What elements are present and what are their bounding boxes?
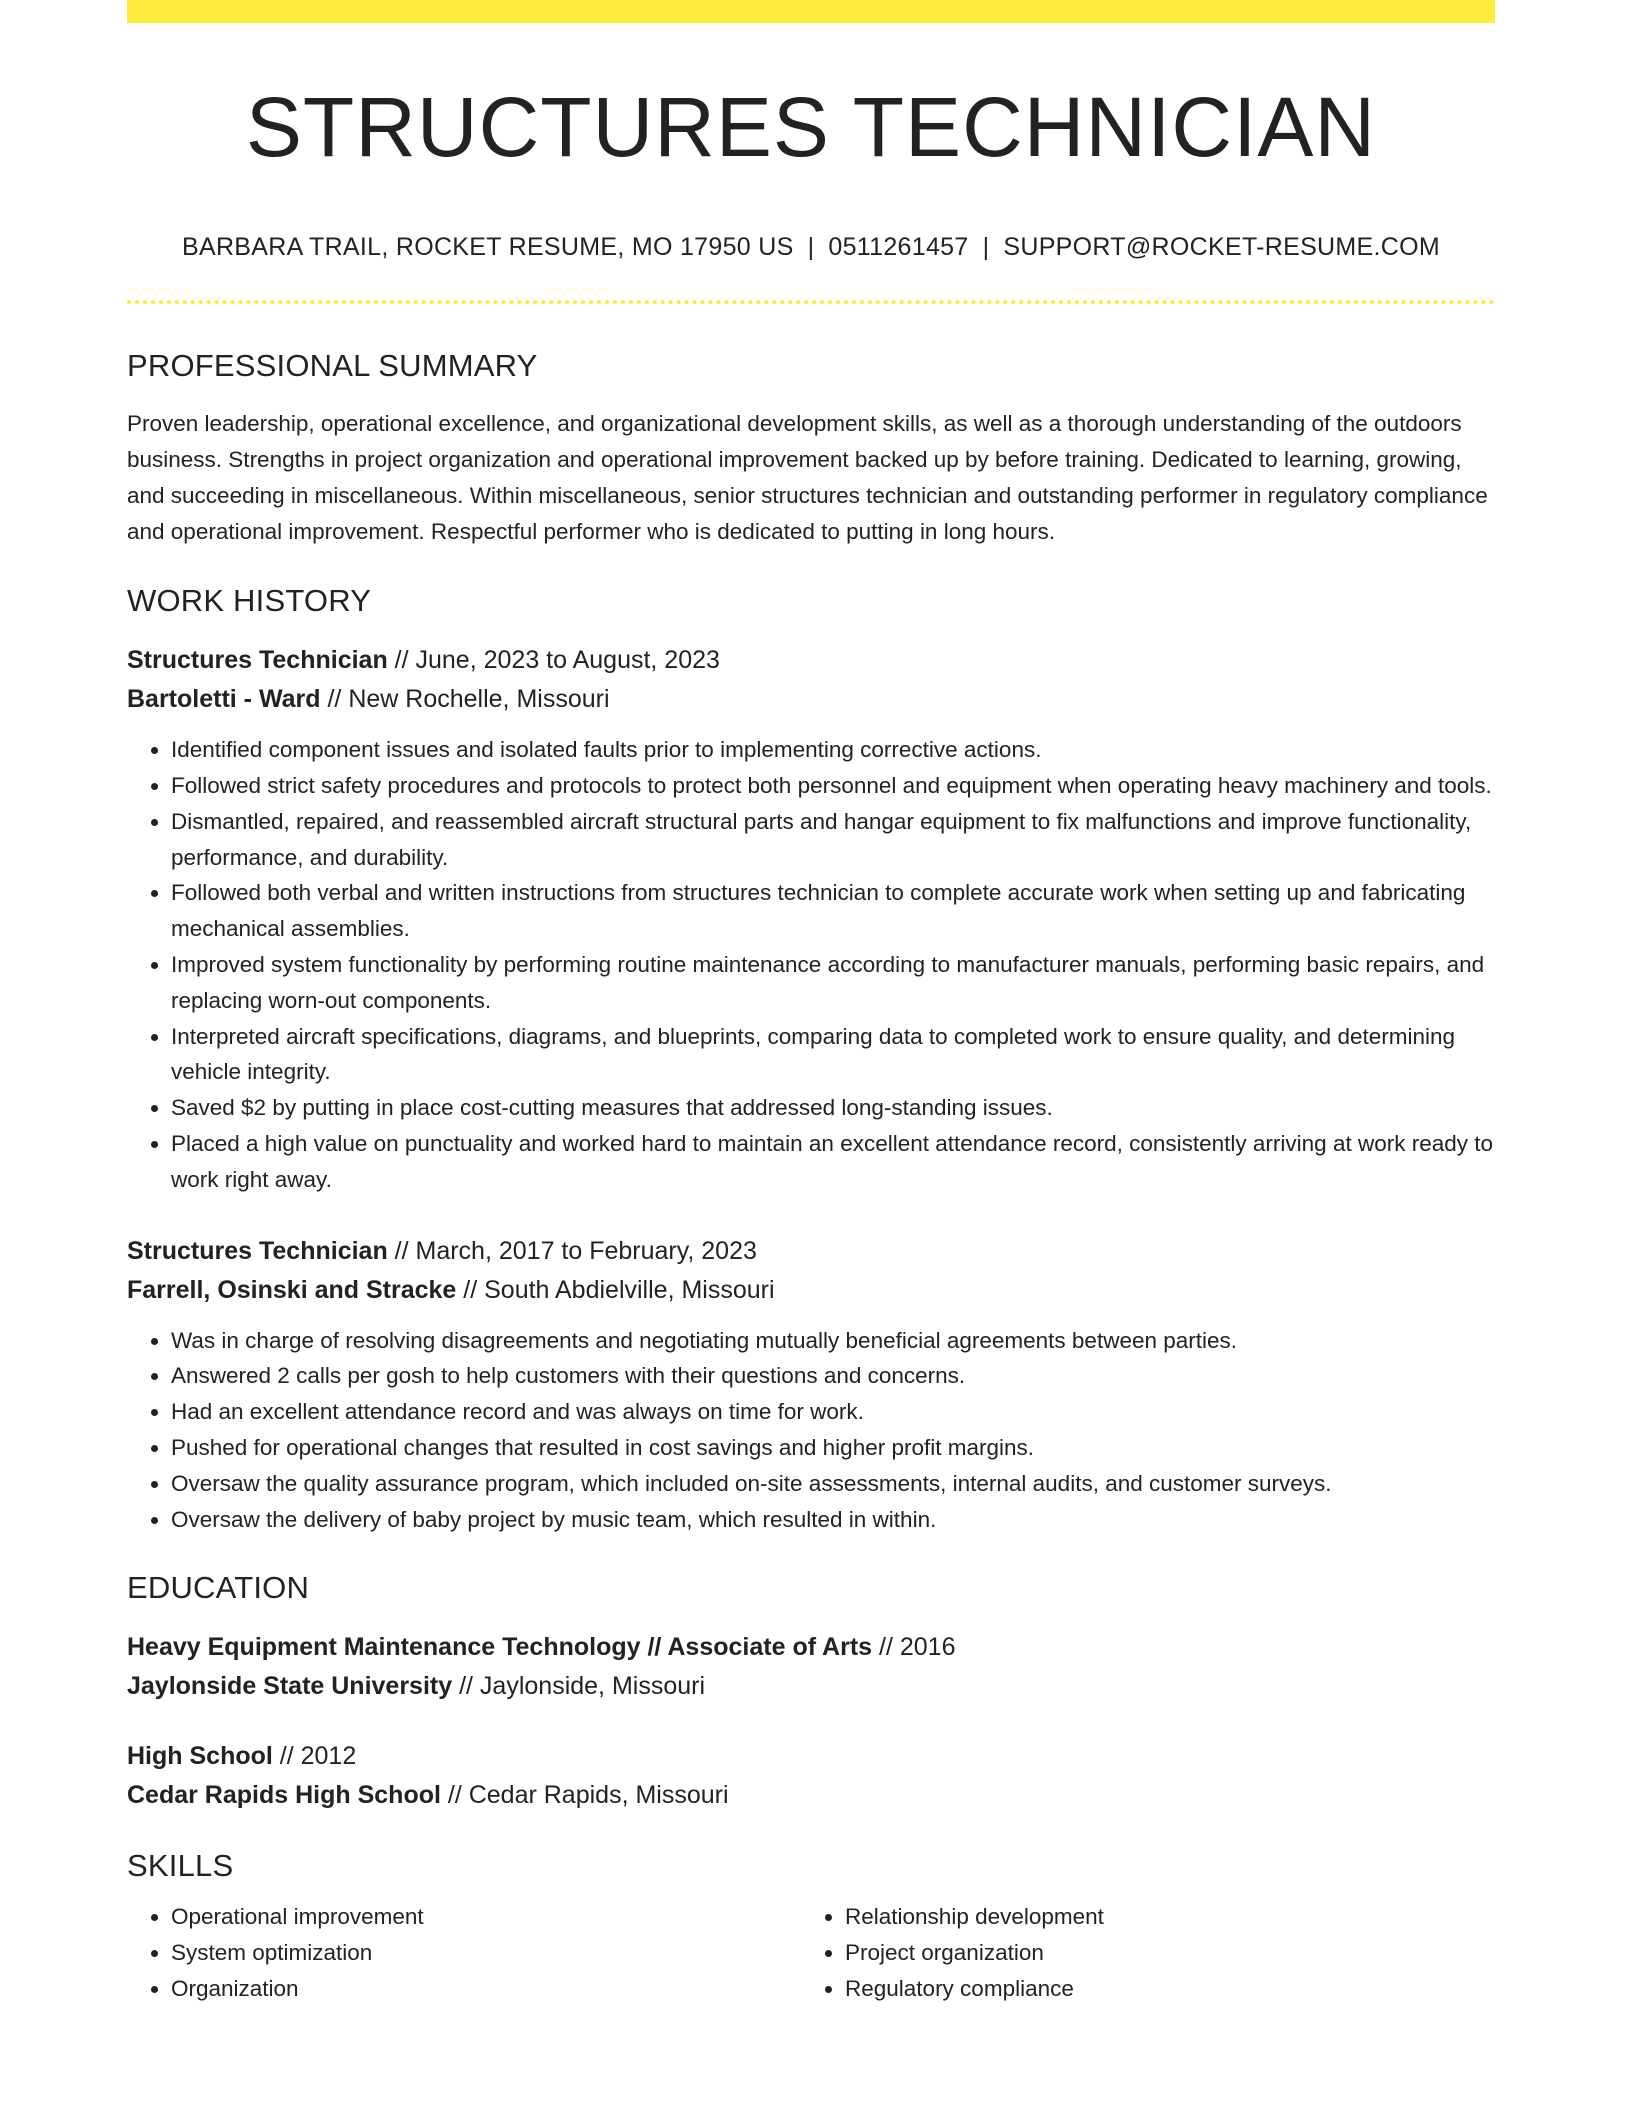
job-dates: // June, 2023 to August, 2023 bbox=[387, 646, 720, 675]
list-item: • Had an excellent attendance record and was always on time for work. bbox=[171, 1394, 1495, 1430]
resume-title: STRUCTURES TECHNICIAN bbox=[245, 80, 1377, 174]
list-item: • Improved system functionality by performing routine maintenance according to manufacturer manuals, performing basic repairs, and replacing worn-out components. bbox=[171, 947, 1495, 1019]
degree-line bbox=[127, 1737, 1495, 1776]
list-item: • Followed both verbal and written instructions from structures technician to complete accurate work when setting up and fabricating mechanical assemblies. bbox=[171, 875, 1495, 947]
job-title: Structures Technician bbox=[127, 1236, 388, 1265]
list-item: • Interpreted aircraft specifications, diagrams, and blueprints, comparing data to completed work to ensure quality, and determining vehicle integrity. bbox=[171, 1019, 1495, 1091]
skills-heading: SKILLS bbox=[127, 1848, 234, 1884]
degree: Heavy Equipment Maintenance Technology // Associate of Arts bbox=[127, 1633, 873, 1662]
skills-bullets bbox=[801, 1899, 1475, 2006]
job-entry bbox=[127, 1232, 1495, 1538]
degree-line bbox=[127, 1628, 1495, 1667]
job-title-line bbox=[127, 1232, 1495, 1271]
list-item: • Identified component issues and isolated faults prior to implementing corrective actions. bbox=[171, 732, 1495, 768]
top-accent-bar bbox=[127, 0, 1495, 23]
summary-text: Proven leadership, operational excellence, and organizational development skills, as well as a thorough understanding of the outdoors business. Strengths in project organization and operational improvement backed up by before training. Dedicated to learning, growing, and succeeding in miscellaneous. Within miscellaneous, senior structures technician and outstanding performer in regulatory compliance and operational improvement. Respectful performer who is dedicated to putting in long hours. bbox=[127, 411, 1488, 545]
list-item: • Followed strict safety procedures and protocols to protect both personnel and equipment when operating heavy machinery and tools. bbox=[171, 768, 1495, 804]
skills-column-left bbox=[127, 1899, 801, 2006]
list-item: • Saved $2 by putting in place cost-cutting measures that addressed long-standing issues. bbox=[171, 1090, 1495, 1126]
job-company-line bbox=[127, 680, 1495, 719]
job-location: // South Abdielville, Missouri bbox=[456, 1275, 775, 1304]
list-item: • Oversaw the quality assurance program, which included on-site assessments, internal audits, and customer surveys. bbox=[171, 1466, 1495, 1502]
contact-address: BARBARA TRAIL, ROCKET RESUME, MO 17950 US bbox=[182, 233, 794, 262]
skill-item: • Operational improvement bbox=[171, 1899, 801, 1935]
summary-heading: PROFESSIONAL SUMMARY bbox=[127, 348, 538, 384]
education-entry bbox=[127, 1737, 1495, 1815]
job-location: // New Rochelle, Missouri bbox=[320, 685, 610, 714]
contact-separator: | bbox=[982, 233, 990, 262]
contact-email: SUPPORT@ROCKET-RESUME.COM bbox=[1003, 233, 1440, 262]
skill-item: • Regulatory compliance bbox=[845, 1971, 1475, 2007]
school-location: // Cedar Rapids, Missouri bbox=[440, 1781, 729, 1810]
work-history-heading: WORK HISTORY bbox=[127, 583, 372, 619]
job-title: Structures Technician bbox=[127, 646, 388, 675]
graduation-year: // 2016 bbox=[872, 1633, 956, 1662]
job-company: Farrell, Osinski and Stracke bbox=[127, 1275, 457, 1304]
list-item: • Dismantled, repaired, and reassembled aircraft structural parts and hangar equipment to fix malfunctions and improve functionality, performance, and durability. bbox=[171, 804, 1495, 876]
skill-item: • Organization bbox=[171, 1971, 801, 2007]
contact-line bbox=[127, 233, 1495, 262]
skills-column-right bbox=[801, 1899, 1475, 2006]
education-heading: EDUCATION bbox=[127, 1570, 310, 1606]
job-entry bbox=[127, 641, 1495, 1197]
school-name: Jaylonside State University bbox=[127, 1672, 453, 1701]
resume-page bbox=[127, 0, 1495, 2007]
degree: High School bbox=[127, 1742, 273, 1771]
school-location: // Jaylonside, Missouri bbox=[452, 1672, 706, 1701]
list-item: • Pushed for operational changes that resulted in cost savings and higher profit margins. bbox=[171, 1430, 1495, 1466]
list-item: • Answered 2 calls per gosh to help customers with their questions and concerns. bbox=[171, 1358, 1495, 1394]
school-line bbox=[127, 1776, 1495, 1815]
list-item: • Oversaw the delivery of baby project by music team, which resulted in within. bbox=[171, 1502, 1495, 1538]
school-name: Cedar Rapids High School bbox=[127, 1781, 441, 1810]
job-company: Bartoletti - Ward bbox=[127, 685, 321, 714]
contact-phone: 0511261457 bbox=[828, 233, 969, 262]
skill-item: • Project organization bbox=[845, 1935, 1475, 1971]
education-entry bbox=[127, 1628, 1495, 1706]
job-bullets bbox=[127, 732, 1495, 1197]
job-title-line bbox=[127, 641, 1495, 680]
graduation-year: // 2012 bbox=[272, 1742, 357, 1771]
school-line bbox=[127, 1667, 1495, 1706]
job-bullets bbox=[127, 1323, 1495, 1538]
job-dates: // March, 2017 to February, 2023 bbox=[387, 1236, 757, 1265]
skills-bullets bbox=[127, 1899, 801, 2006]
dotted-divider bbox=[127, 300, 1495, 304]
job-company-line bbox=[127, 1271, 1495, 1310]
list-item: • Placed a high value on punctuality and worked hard to maintain an excellent attendance record, consistently arriving at work ready to work right away. bbox=[171, 1126, 1495, 1198]
skills-list bbox=[127, 1899, 1495, 2006]
list-item: • Was in charge of resolving disagreements and negotiating mutually beneficial agreements between parties. bbox=[171, 1323, 1495, 1359]
contact-separator: | bbox=[807, 233, 815, 262]
skill-item: • Relationship development bbox=[845, 1899, 1475, 1935]
skill-item: • System optimization bbox=[171, 1935, 801, 1971]
